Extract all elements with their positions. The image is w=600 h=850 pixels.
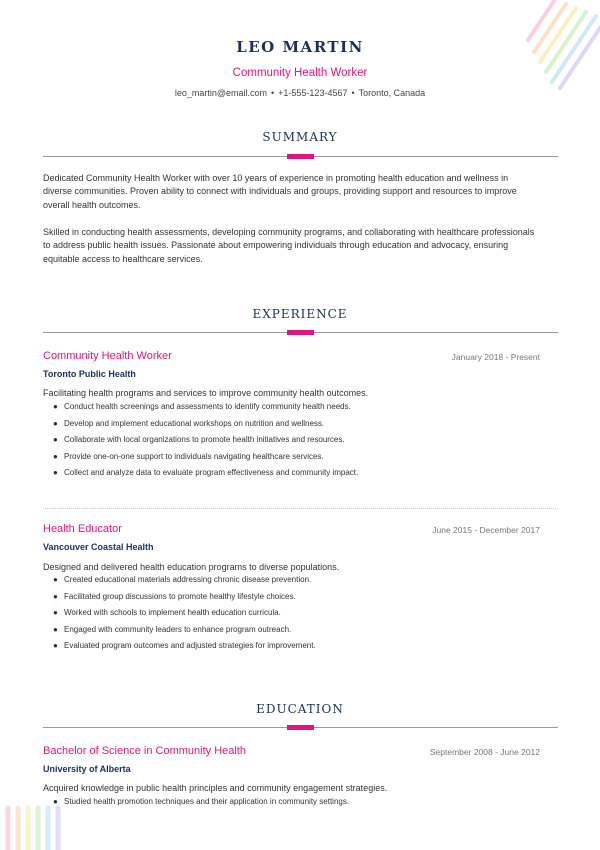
employer: Vancouver Coastal Health: [43, 542, 154, 552]
list-item: [53, 572, 316, 589]
summary-line: equitable access to healthcare services.: [43, 253, 203, 264]
bullet-text: Provide one-on-one support to individuals navigating healthcare services.: [64, 451, 324, 461]
job-description: Designed and delivered health education programs to diverse populations.: [43, 562, 340, 572]
summary-line: to address public health issues. Passionate about empowering individuals through education and advocacy, ensuring: [43, 240, 509, 251]
bullet-icon: ●: [53, 575, 58, 584]
school-name: University of Alberta: [43, 764, 131, 774]
email[interactable]: leo_martin@email.com: [174, 88, 267, 98]
summary-paragraph-2: [43, 226, 558, 266]
summary-line: Dedicated Community Health Worker with over 10 years of experience in promoting health education and wellness in: [43, 173, 509, 183]
bullet-text: Evaluated program outcomes and adjusted strategies for improvement.: [64, 641, 316, 651]
bullet-icon: ●: [53, 435, 58, 445]
job-bullet-list: [53, 572, 316, 655]
job-description: Facilitating health programs and services to improve community health outcomes.: [43, 388, 369, 398]
separator: •: [351, 88, 355, 98]
summary-line: overall health outcomes.: [43, 199, 141, 210]
job-role: Community Health Worker: [232, 67, 368, 79]
section-divider-accent: [287, 154, 314, 159]
job-separator: [43, 508, 558, 509]
job-bullet-list: [53, 399, 358, 482]
summary-paragraph-1: [43, 172, 558, 212]
list-item: [53, 589, 316, 606]
list-item: [53, 465, 358, 482]
education-description: Acquired knowledge in public health principles and community engagement strategies.: [43, 783, 388, 793]
job-title: Community Health Worker: [43, 350, 172, 362]
bullet-text: Develop and implement educational workshops on nutrition and wellness.: [64, 418, 325, 428]
education-heading: EDUCATION: [256, 702, 344, 716]
experience-heading: EXPERIENCE: [252, 307, 348, 321]
job-title: Health Educator: [43, 523, 122, 535]
degree-title: Bachelor of Science in Community Health: [43, 745, 246, 757]
bullet-icon: ●: [53, 418, 58, 428]
section-divider-accent: [287, 725, 314, 730]
bullet-icon: ●: [53, 641, 58, 651]
job-dates: January 2018 - Present: [451, 352, 540, 362]
employer: Toronto Public Health: [43, 369, 136, 379]
bullet-text: Created educational materials addressing chronic disease prevention.: [64, 575, 312, 584]
section-divider-accent: [287, 330, 314, 335]
education-dates: September 2008 - June 2012: [429, 747, 540, 757]
contact-line: [0, 87, 600, 99]
location: Toronto, Canada: [358, 88, 426, 98]
bullet-icon: ●: [53, 591, 58, 601]
bullet-text: Facilitated group discussions to promote healthy lifestyle choices.: [64, 591, 296, 601]
list-item: [53, 416, 358, 433]
bullet-icon: ●: [53, 402, 58, 411]
bullet-text: Engaged with community leaders to enhance program outreach.: [64, 624, 292, 634]
list-item: [53, 399, 358, 416]
list-item: [53, 432, 358, 449]
person-name: LEO MARTIN: [236, 38, 364, 56]
education-bullet-list: [53, 794, 349, 811]
summary-heading: SUMMARY: [262, 130, 338, 144]
bullet-text: Studied health promotion techniques and their application in community settings.: [64, 797, 350, 806]
list-item: [53, 794, 349, 811]
bullet-text: Collaborate with local organizations to promote health initiatives and resources.: [64, 435, 345, 445]
bullet-icon: ●: [53, 468, 58, 478]
bullet-text: Conduct health screenings and assessments to identify community health needs.: [64, 402, 351, 411]
phone[interactable]: +1-555-123-4567: [278, 88, 348, 98]
bullet-text: Worked with schools to implement health education curricula.: [64, 608, 281, 618]
bullet-icon: ●: [53, 451, 58, 461]
bullet-icon: ●: [53, 624, 58, 634]
list-item: [53, 449, 358, 466]
separator: •: [271, 88, 275, 98]
job-dates: June 2015 - December 2017: [432, 525, 540, 535]
list-item: [53, 605, 316, 622]
summary-line: diverse communities. Proven ability to connect with individuals and groups, providing support and resources to improve: [43, 186, 517, 197]
list-item: [53, 622, 316, 639]
resume-header: [0, 38, 600, 99]
bullet-text: Collect and analyze data to evaluate program effectiveness and community impact.: [64, 468, 359, 478]
bullet-icon: ●: [53, 608, 58, 618]
bullet-icon: ●: [53, 797, 58, 806]
summary-line: Skilled in conducting health assessments, developing community programs, and collaborating with healthcare professionals: [43, 227, 535, 237]
list-item: [53, 638, 316, 655]
